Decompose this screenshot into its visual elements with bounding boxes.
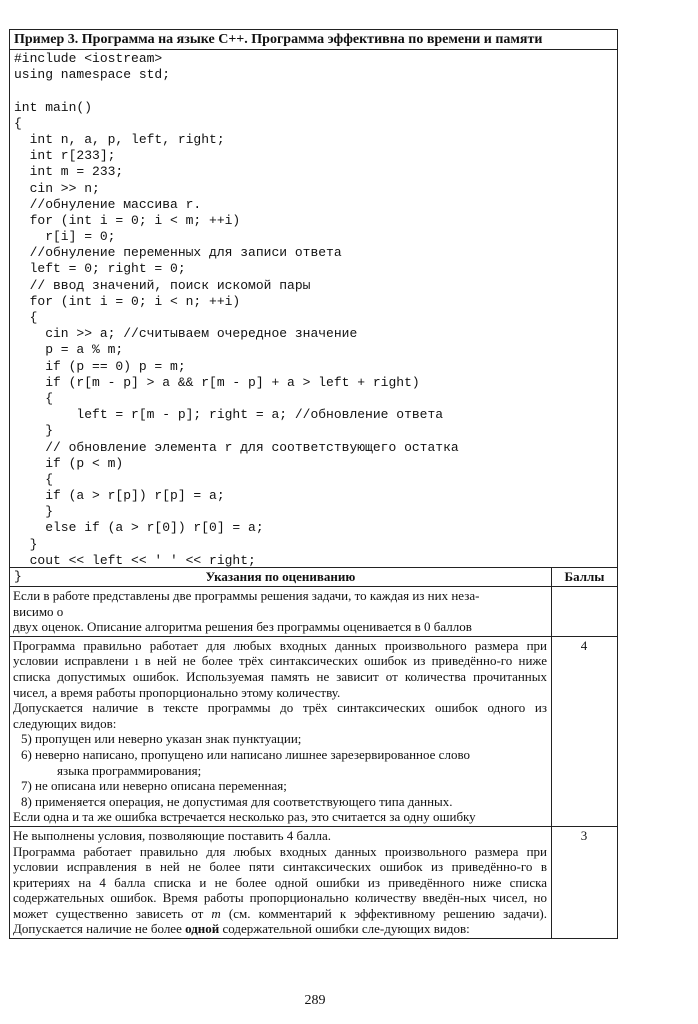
code-line: for (int i = 0; i < n; ++i): [14, 293, 241, 309]
col-points-header: Баллы: [552, 568, 618, 587]
code-line: cout << left << ' ' << right;: [14, 552, 256, 568]
row1-points: [552, 587, 618, 637]
row3-text: [10, 826, 552, 938]
code-line: int main(): [14, 99, 93, 115]
row1-line1: Если в работе представлены две программы решения задачи, то каждая из них неза-: [13, 588, 480, 603]
code-line: left = 0; right = 0;: [14, 261, 186, 277]
item-number: 5): [21, 731, 32, 747]
row2-text: [10, 636, 552, 826]
item-text: пропущен или неверно указан знак пунктуации;: [35, 731, 302, 747]
code-line: // ввод значений, поиск искомой пары: [14, 277, 311, 293]
row2-item-7: [13, 778, 547, 794]
code-line: //обнуление переменных для записи ответа: [14, 245, 342, 261]
row2-para1: Программа правильно работает для любых входных данных произвольного размера при условии исправлени ı в ней не более трёх синтаксических ошибок из приведённо-го ниже списка допустимых ошибок. Используемая память не зависит от количества прочитанных чисел, а время работы пропорционально этому количеству.: [13, 637, 547, 700]
grading-table: [10, 567, 617, 938]
code-line: if (p == 0) p = m;: [14, 358, 186, 374]
row2-item-5: [13, 731, 547, 747]
code-line: using namespace std;: [14, 67, 171, 83]
row3-line1: Не выполнены условия, позволяющие поставить 4 балла.: [13, 827, 332, 843]
item-number: 6): [21, 746, 32, 762]
item-text: не описана или неверно описана переменная;: [35, 778, 287, 794]
row2-para3: Если одна и та же ошибка встречается несколько раз, это считается за одну ошибку: [13, 809, 476, 825]
code-line: // обновление элемента r для соответствующего остатка: [14, 439, 459, 455]
example-title: Пример 3. Программа на языке C++. Программа эффективна по времени и памяти: [10, 30, 617, 50]
row2-points: 4: [552, 636, 618, 826]
code-line: int r[233];: [14, 148, 116, 164]
row2-item-8: [13, 794, 547, 810]
row2-item-6-cont: языка программирования;: [57, 762, 202, 778]
code-line: if (p < m): [14, 455, 124, 471]
code-line: {: [14, 390, 54, 406]
row3-var-m: m: [211, 905, 221, 921]
code-line: cin >> a; //считываем очередное значение: [14, 326, 358, 342]
row3-para: [13, 844, 547, 938]
code-line: for (int i = 0; i < m; ++i): [14, 212, 241, 228]
row3-para-b: (см. комментарий к эффективному решению задачи). Допускается наличие не более: [13, 905, 547, 937]
row2-item-6: [13, 747, 547, 763]
code-line: //обнуление массива r.: [14, 196, 202, 212]
code-line: if (a > r[p]) r[p] = a;: [14, 488, 225, 504]
code-line: }: [14, 423, 54, 439]
item-number: 8): [21, 793, 32, 809]
row3-para-a: Программа работает правильно для любых входных данных произвольного размера при условии исправления в ней не более пяти синтаксических ошибок из приведённо-го в критериях на 4 балла списка и не более одной ошибки из приведённого ниже списка содержательных ошибок. Время работы пропорционально количеству введён-ных чисел, но может существенно зависеть от: [13, 843, 547, 921]
code-line: int n, a, p, left, right;: [14, 131, 225, 147]
example-frame: [9, 29, 618, 939]
row1-line3: двух оценок. Описание алгоритма решения без программы оценивается в 0 баллов: [13, 619, 472, 635]
row3-bold-word: одной: [185, 921, 220, 937]
row1-text: [10, 587, 552, 637]
row2-para2: Допускается наличие в тексте программы до трёх синтаксических ошибок одного из следующих видов:: [13, 700, 547, 731]
grading-row-2: [10, 636, 617, 826]
grading-header-row: [10, 568, 617, 587]
grading-row-1: [10, 587, 617, 637]
row3-points: 3: [552, 826, 618, 938]
code-line: int m = 233;: [14, 164, 124, 180]
item-text: неверно написано, пропущено или написано лишнее зарезервированное слово: [35, 746, 470, 762]
code-line: p = a % m;: [14, 342, 124, 358]
code-line: if (r[m - p] > a && r[m - p] + a > left + right): [14, 374, 420, 390]
page-number: 289: [304, 993, 326, 1008]
code-line: r[i] = 0;: [14, 229, 116, 245]
code-line: [14, 83, 613, 99]
col-instructions-header: Указания по оцениванию: [10, 568, 552, 587]
code-line: left = r[m - p]; right = a; //обновление ответа: [14, 407, 444, 423]
row1-line2: висимо о: [13, 603, 64, 619]
item-text: применяется операция, не допустимая для соответствующего типа данных.: [35, 793, 453, 809]
code-line: }: [14, 504, 54, 520]
code-line: #include <iostream>: [14, 51, 163, 66]
grading-row-3: [10, 826, 617, 938]
code-line: }: [14, 536, 38, 552]
code-line: else if (a > r[0]) r[0] = a;: [14, 520, 264, 536]
row3-para-c: содержательной ошибки сле-дующих видов:: [219, 921, 470, 937]
code-line: cin >> n;: [14, 180, 100, 196]
code-line: {: [14, 310, 38, 325]
code-line: }: [14, 569, 22, 584]
item-number: 7): [21, 778, 32, 794]
code-line: {: [14, 471, 54, 487]
code-line: {: [14, 115, 22, 131]
